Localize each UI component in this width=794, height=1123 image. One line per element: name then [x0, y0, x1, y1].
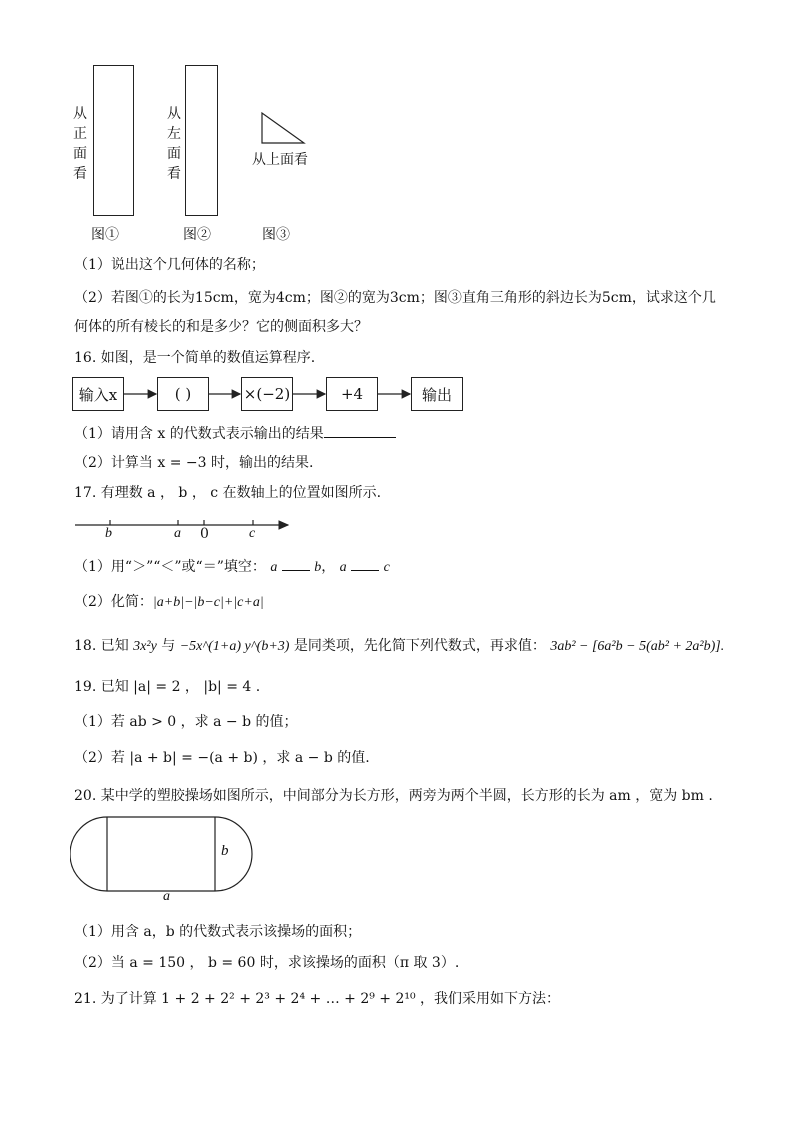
q20-stem: 20. 某中学的塑胶操场如图所示，中间部分为长方形，两旁为两个半圆，长方形的长为 am ，宽为 bm . [74, 788, 713, 804]
flow-arrows [0, 377, 470, 411]
q19-stem: 19. 已知 |a| = 2 ， |b| = 4 . [74, 679, 261, 695]
figure-caption-2: 图② [183, 227, 211, 243]
figure-caption-3: 图③ [262, 227, 290, 243]
q20-part1: （1）用含 a，b 的代数式表示该操场的面积； [74, 924, 362, 940]
playground-width-label: b [221, 843, 229, 859]
left-view-label: 从 左 面 看 [167, 106, 181, 182]
flow-blank-box: ( ) [157, 377, 209, 411]
front-view-rectangle [93, 65, 134, 216]
playground-length-label: a [163, 889, 170, 904]
answer-blank[interactable] [324, 423, 396, 438]
q16-stem: 16. 如图，是一个简单的数值运算程序. [74, 350, 316, 366]
q17-part2: （2）化简：|a+b|−|b−c|+|c+a| [74, 594, 264, 610]
axis-label-a: a [174, 526, 181, 541]
axis-label-b: b [105, 526, 112, 541]
compare-blank-2[interactable] [351, 556, 379, 571]
q15-part2-line2: 何体的所有棱长的和是多少？它的侧面积多大？ [74, 319, 368, 335]
q21-stem: 21. 为了计算 1 + 2 + 2² + 2³ + 2⁴ + … + 2⁹ + 2¹⁰ ，我们采用如下方法： [74, 991, 561, 1007]
axis-label-zero: 0 [200, 526, 209, 542]
q19-part1: （1）若 ab > 0 ，求 a − b 的值； [74, 714, 298, 730]
q16-part1: （1）请用含 x 的代数式表示输出的结果 [74, 423, 396, 444]
q20-part2: （2）当 a = 150 ， b = 60 时，求该操场的面积（π 取 3）. [74, 955, 460, 971]
front-view-label: 从 正 面 看 [73, 106, 87, 182]
playground-figure [70, 814, 270, 898]
flow-input-box: 输入x [72, 377, 124, 411]
q17-stem: 17. 有理数 a ， b ， c 在数轴上的位置如图所示. [74, 485, 382, 501]
axis-label-c: c [249, 526, 256, 541]
q16-part2: （2）计算当 x = −3 时，输出的结果. [74, 455, 314, 471]
flow-output-box: 输出 [411, 377, 463, 411]
top-view-triangle [258, 110, 308, 146]
figure-caption-1: 图① [91, 227, 119, 243]
flow-add-box: +4 [326, 377, 378, 411]
q17-part1: （1）用“＞”“＜”或“＝”填空： a b， a c [74, 556, 390, 578]
q15-part1: （1）说出这个几何体的名称； [74, 257, 265, 273]
q19-part2: （2）若 |a + b| = −(a + b) ，求 a − b 的值. [74, 750, 370, 766]
compare-blank-1[interactable] [282, 556, 310, 571]
q15-part2-line1: （2）若图①的长为15cm，宽为4cm；图②的宽为3cm；图③直角三角形的斜边长为5cm，试求这个几 [74, 290, 716, 306]
left-view-rectangle [185, 65, 218, 216]
top-view-label: 从上面看 [252, 152, 308, 168]
q18: 18. 已知 3x²y 与 −5x^(1+a) y^(b+3) 是同类项，先化简下列代数式，再求值： 3ab² − [6a²b − 5(ab² + 2a²b)]. [74, 638, 725, 654]
flow-multiply-box: ×(−2) [241, 377, 293, 411]
